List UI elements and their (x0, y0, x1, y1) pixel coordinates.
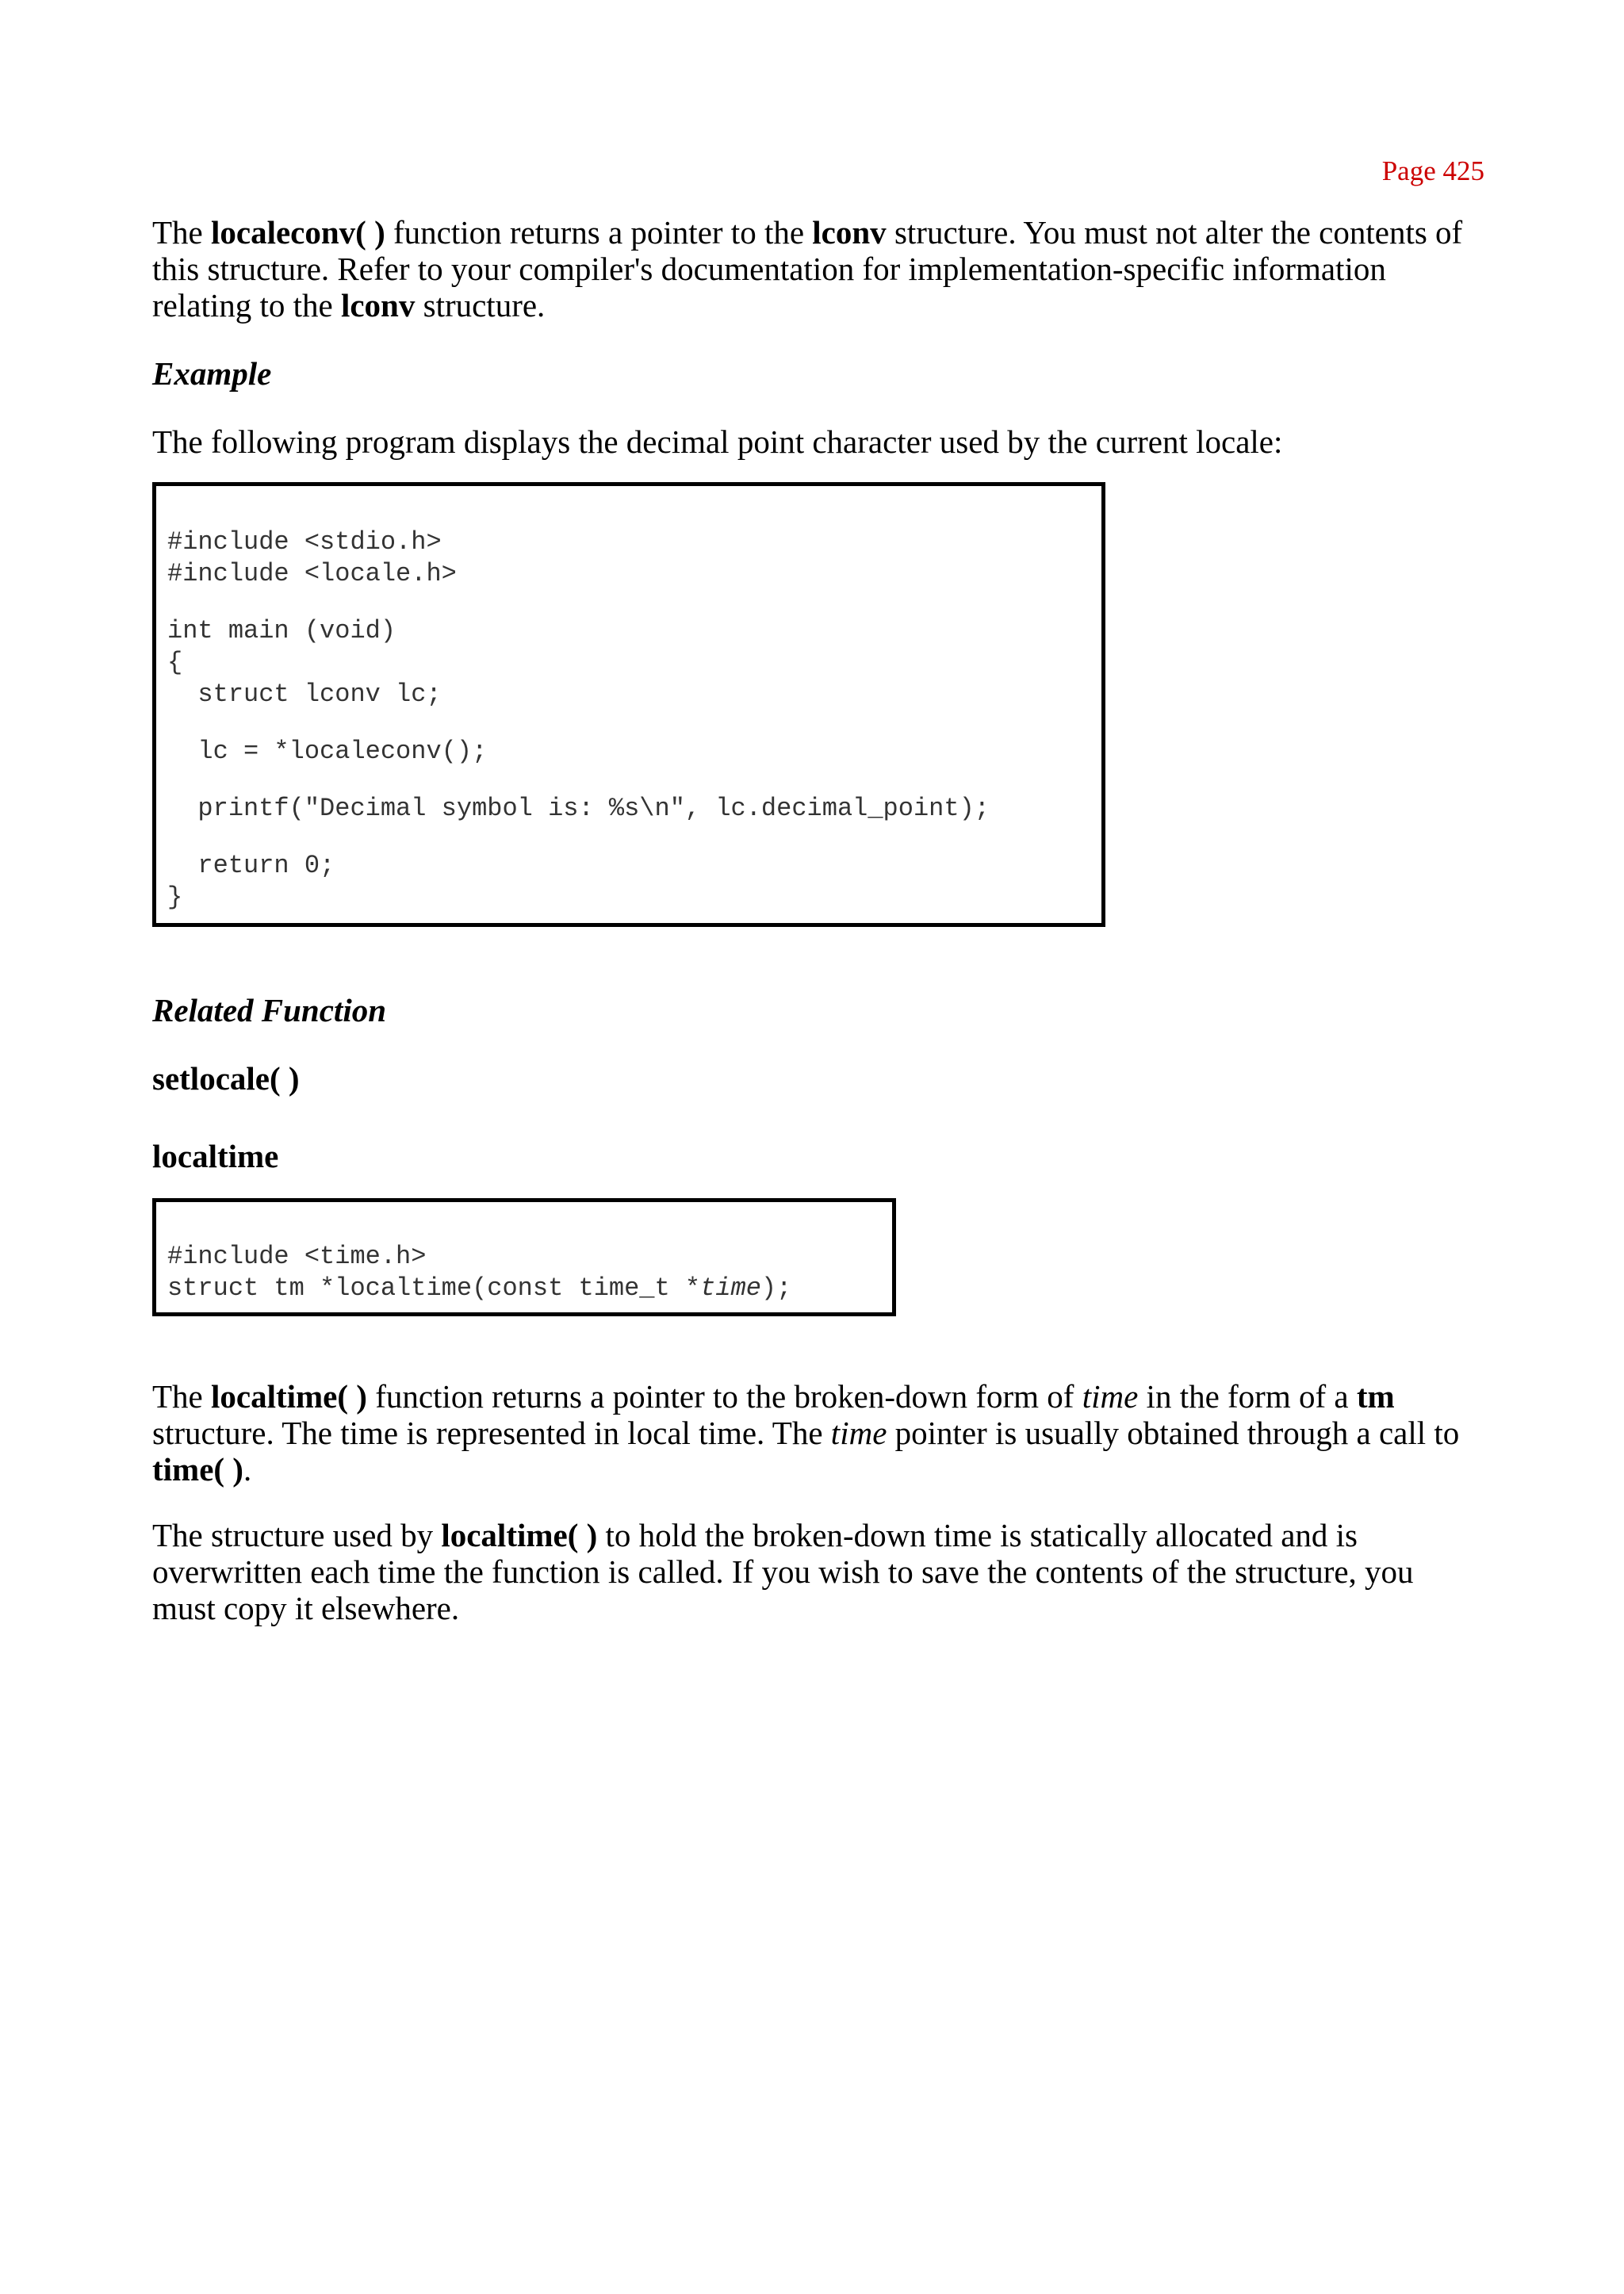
function-name-localeconv: localeconv( ) (211, 214, 385, 251)
example-heading: Example (152, 355, 272, 392)
param-time: time (700, 1273, 761, 1303)
code-line: #include <stdio.h> (167, 527, 442, 557)
code-line: #include <time.h> (167, 1242, 427, 1271)
intro-paragraph: The localeconv( ) function returns a pointer to the lconv structure. You must not alter the contents of this structure. Refer to your compiler's documentation for implementation-specific information relating to the lconv structure. (152, 214, 1463, 324)
code-line: struct lconv lc; (167, 680, 442, 709)
code-line: { (167, 648, 183, 677)
localtime-static-note-paragraph: The structure used by localtime( ) to hold the broken-down time is statically allocated and is overwritten each time the function is called. If you wish to save the contents of the structure, you must copy it elsewhere. (152, 1517, 1414, 1626)
code-line: #include <locale.h> (167, 559, 457, 588)
code-line: return 0; (167, 851, 335, 880)
section-title-localtime: localtime (152, 1138, 279, 1174)
example-code-block (152, 482, 1105, 927)
page-number: Page 425 (1381, 155, 1484, 186)
related-function-heading: Related Function (152, 992, 387, 1028)
code-line: struct tm *localtime(const time_t *time); (167, 1273, 792, 1303)
prototype-code-block (152, 1198, 896, 1316)
code-line: int main (void) (167, 616, 396, 645)
struct-name-lconv: lconv (812, 214, 887, 251)
example-description: The following program displays the decimal point character used by the current locale: (152, 423, 1283, 460)
related-function-setlocale: setlocale( ) (152, 1060, 300, 1097)
page-content (152, 214, 1484, 1626)
struct-name-lconv: lconv (340, 287, 416, 324)
code-line: } (167, 883, 183, 912)
code-line: printf("Decimal symbol is: %s\n", lc.decimal_point); (167, 794, 990, 823)
localtime-description-paragraph: The localtime( ) function returns a pointer to the broken-down form of time in the form of a tm structure. The time is represented in local time. The time pointer is usually obtained through a call to time( ). (152, 1378, 1460, 1488)
code-line: lc = *localeconv(); (167, 737, 488, 766)
